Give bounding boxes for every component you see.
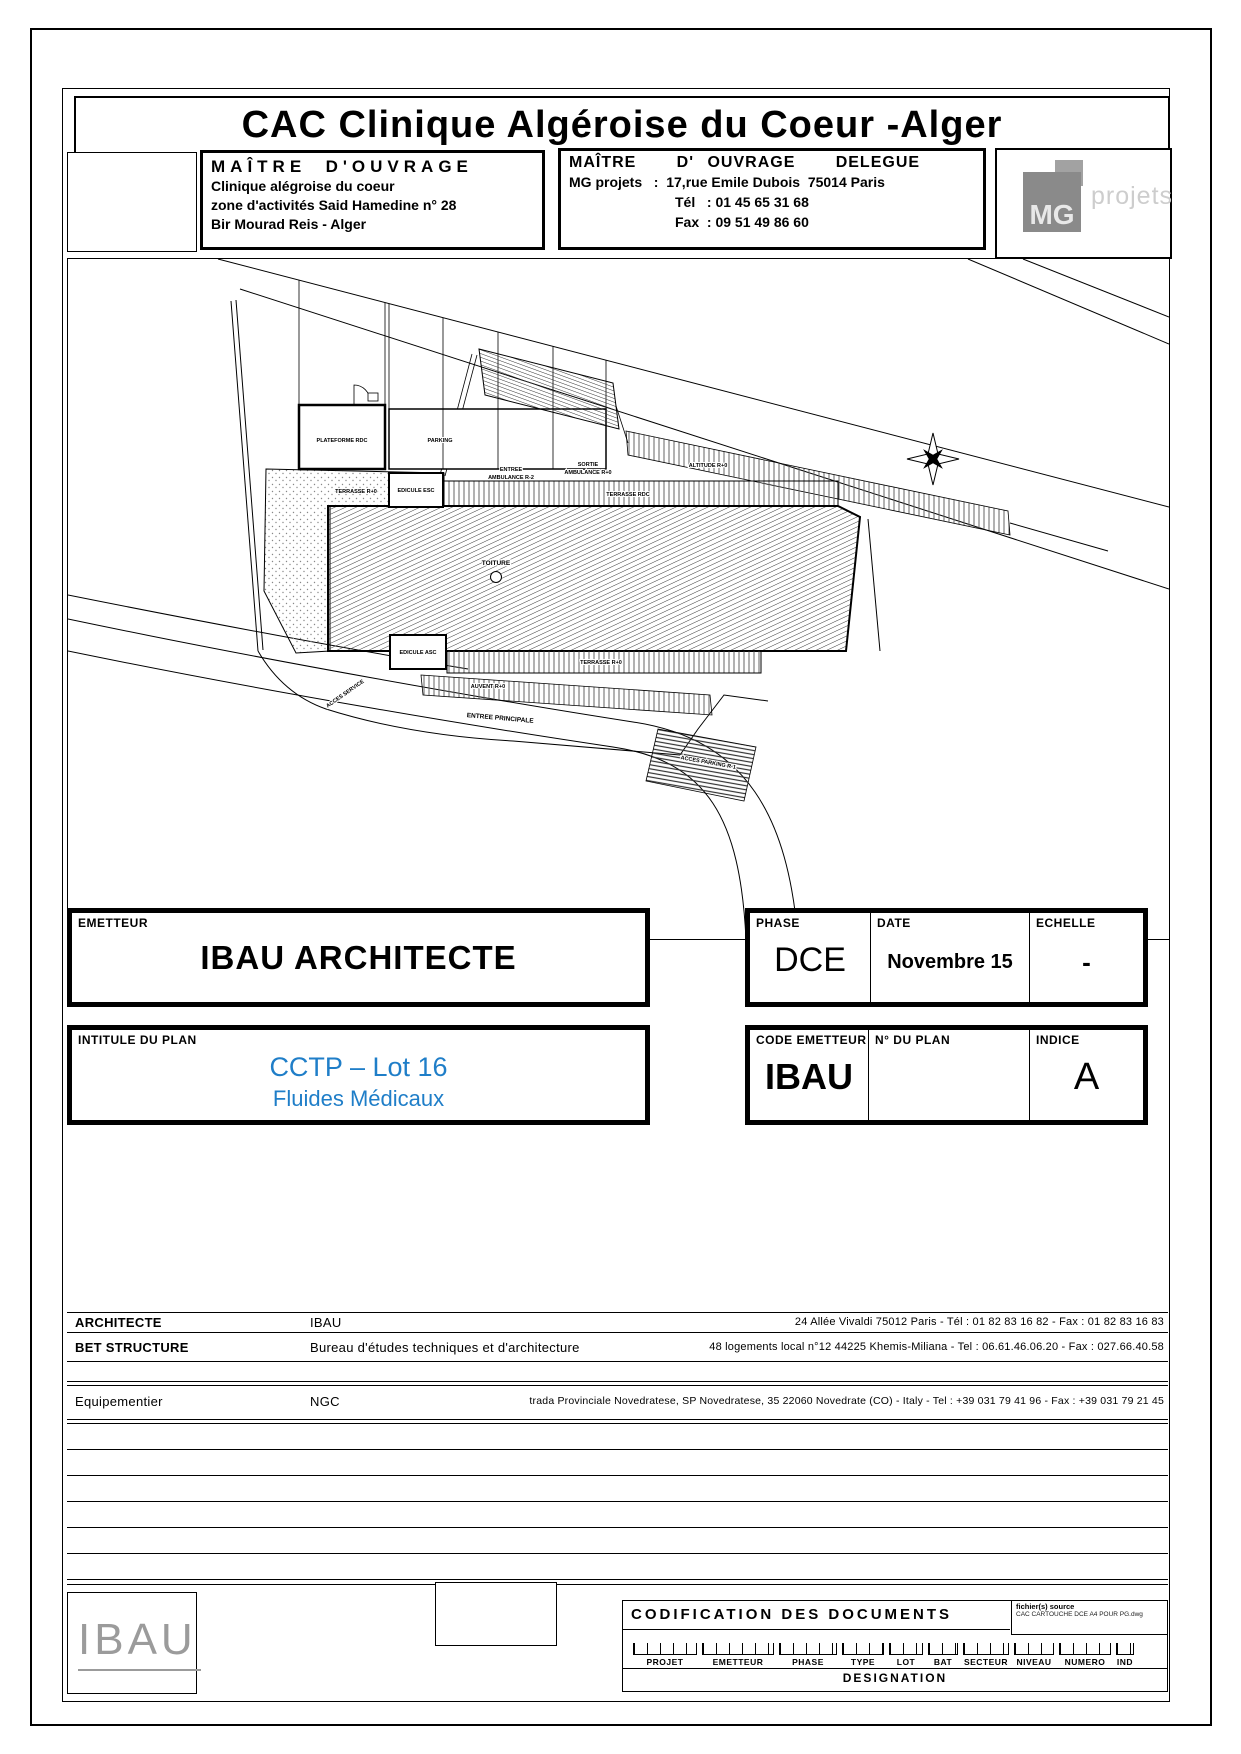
contacts-rule — [67, 1527, 1168, 1528]
date-cell — [871, 913, 1030, 1002]
contact-architect-role: ARCHITECTE — [75, 1315, 162, 1330]
field-comb — [928, 1643, 958, 1655]
contacts-rule — [67, 1475, 1168, 1476]
contact-bet-details: 48 logements local n°12 44225 Khemis-Miliana - Tel : 06.61.46.06.20 - Fax : 027.66.40.58 — [709, 1341, 1164, 1353]
contact-architect-name: IBAU — [310, 1315, 342, 1330]
date-label: DATE — [877, 916, 911, 930]
plan-number-label: N° DU PLAN — [875, 1033, 951, 1047]
header-empty-box — [67, 152, 197, 252]
indice-cell — [1030, 1030, 1143, 1120]
field-label: SECTEUR — [963, 1657, 1009, 1667]
delegate-line1: MG projets : 17,rue Emile Dubois 75014 Paris — [569, 174, 885, 190]
code-box — [745, 1025, 1148, 1125]
main-roof — [328, 506, 860, 651]
contact-bet-name: Bureau d'études techniques et d'architecture — [310, 1340, 580, 1355]
zebra-crossing — [646, 729, 756, 801]
plan-label-entree-amb2: AMBULANCE R-2 — [488, 475, 534, 481]
plan-label-auvent: AUVENT R+0 — [470, 684, 506, 690]
page-title: CAC Clinique Algéroise du Coeur -Alger — [241, 103, 1003, 146]
field-comb — [702, 1643, 774, 1655]
contacts-rule — [67, 1423, 1168, 1424]
field-comb — [842, 1643, 884, 1655]
owner-heading: MAÎTRE D'OUVRAGE — [211, 157, 473, 176]
codification-field — [963, 1643, 1009, 1667]
codification-box — [622, 1600, 1168, 1692]
scale-label: ECHELLE — [1036, 916, 1096, 930]
ibau-logo-box — [67, 1592, 197, 1694]
phase-value: DCE — [774, 941, 846, 979]
contacts-rule — [67, 1312, 1168, 1313]
emitter-code-label: CODE EMETTEUR — [756, 1033, 867, 1047]
contacts-rule — [67, 1381, 1168, 1382]
plan-title-label: INTITULE DU PLAN — [78, 1033, 197, 1047]
emitter-box — [67, 908, 650, 1007]
phase-cell — [750, 913, 871, 1002]
field-label: NUMERO — [1064, 1657, 1106, 1667]
field-label: BAT — [933, 1657, 953, 1667]
phase-date-scale-box — [745, 908, 1148, 1007]
emitter-label: EMETTEUR — [78, 916, 148, 930]
field-comb — [963, 1643, 1009, 1655]
phase-label: PHASE — [756, 916, 800, 930]
contacts-rule — [67, 1579, 1168, 1580]
codification-field — [1116, 1643, 1134, 1667]
plan-label-altitude: ALTITUDE R+0 — [688, 463, 728, 469]
plan-label-terrasse-bas: TERRASSE R+0 — [580, 660, 622, 666]
field-comb — [1014, 1643, 1054, 1655]
mg-logo-box — [995, 148, 1172, 259]
codification-field — [702, 1643, 774, 1667]
field-comb — [779, 1643, 837, 1655]
owner-line2: zone d'activités Said Hamedine n° 28 — [211, 197, 457, 213]
source-label: fichier(s) source — [1016, 1602, 1075, 1611]
plan-label-plateforme: PLATEFORME RDC — [316, 438, 368, 444]
contacts-rule — [67, 1584, 1168, 1585]
source-file: CAC CARTOUCHE DCE A4 POUR PG.dwg — [1016, 1611, 1143, 1618]
codification-field — [842, 1643, 884, 1667]
site-plan-drawing — [68, 259, 1169, 939]
field-label: NIVEAU — [1016, 1657, 1052, 1667]
contact-equip-name: NGC — [310, 1394, 340, 1409]
codification-fields — [633, 1643, 1134, 1667]
field-label: TYPE — [850, 1657, 876, 1667]
footer-empty-box — [435, 1582, 557, 1646]
contacts-rule — [67, 1332, 1168, 1333]
contacts-rule — [67, 1553, 1168, 1554]
plan-label-sortie-amb2: AMBULANCE R+0 — [564, 470, 612, 476]
contact-equip-role: Equipementier — [75, 1394, 163, 1409]
contacts-rule — [67, 1501, 1168, 1502]
scale-value: - — [1082, 947, 1091, 977]
codification-field — [1059, 1643, 1111, 1667]
plan-label-entree-principale: ENTREE PRINCIPALE — [466, 712, 534, 725]
plan-label-terrasse-rdc: TERRASSE RDC — [606, 492, 650, 498]
codification-field — [889, 1643, 923, 1667]
scale-cell — [1030, 913, 1143, 1002]
owner-box — [200, 150, 545, 250]
field-label: LOT — [896, 1657, 916, 1667]
contacts-rule — [67, 1449, 1168, 1450]
field-comb — [1116, 1643, 1134, 1655]
field-label: IND — [1116, 1657, 1134, 1667]
mg-logo-square — [1023, 172, 1081, 232]
contact-equip-details: trada Provinciale Novedratese, SP Novedratese, 35 22060 Novedrate (CO) - Italy - Tel : +39 031 79 41 96 - Fax : +39 031 79 21 45 — [529, 1395, 1164, 1407]
delegate-heading: MAÎTRE D' OUVRAGE DELEGUE — [569, 154, 921, 171]
emitter-code-cell — [750, 1030, 869, 1120]
contacts-rule — [67, 1385, 1168, 1386]
mg-logo-text: MG — [1029, 199, 1075, 230]
plan-label-edicule-esc: EDICULE ESC — [397, 488, 435, 494]
plan-label-acces-parking: ACCES PARKING R-1 — [680, 755, 737, 771]
plan-title-line1: CCTP – Lot 16 — [269, 1052, 448, 1082]
field-label: EMETTEUR — [712, 1657, 764, 1667]
codification-title: CODIFICATION DES DOCUMENTS — [631, 1606, 953, 1623]
ibau-logo-text: IBAU — [78, 1615, 201, 1671]
date-value: Novembre 15 — [887, 951, 1013, 973]
plan-label-terrasse-haut: TERRASSE R+0 — [335, 489, 377, 495]
plan-label-parking: PARKING — [427, 438, 453, 444]
contact-bet-role: BET STRUCTURE — [75, 1340, 189, 1355]
emitter-code-value: IBAU — [765, 1056, 853, 1097]
roof-detail-circle — [491, 572, 502, 583]
indice-label: INDICE — [1036, 1033, 1080, 1047]
codification-field — [928, 1643, 958, 1667]
designation-row: DESIGNATION — [623, 1668, 1167, 1691]
mg-logo-projets: projets — [1091, 182, 1174, 210]
owner-line1: Clinique alégroise du coeur — [211, 178, 395, 194]
delegate-fax: Fax : 09 51 49 86 60 — [675, 214, 809, 230]
emitter-name: IBAU ARCHITECTE — [200, 939, 517, 976]
plan-label-toiture: TOITURE — [481, 560, 511, 567]
codification-source-cell — [1011, 1601, 1167, 1635]
delegate-tel: Tél : 01 45 65 31 68 — [675, 194, 809, 210]
field-label: PROJET — [646, 1657, 684, 1667]
indice-value: A — [1073, 1056, 1100, 1098]
plan-label-sortie-amb1: SORTIE — [577, 462, 599, 468]
field-comb — [889, 1643, 923, 1655]
plan-number-cell — [869, 1030, 1030, 1120]
codification-field — [779, 1643, 837, 1667]
field-comb — [1059, 1643, 1111, 1655]
contact-architect-details: 24 Allée Vivaldi 75012 Paris - Tél : 01 82 83 16 82 - Fax : 01 82 83 16 83 — [794, 1316, 1164, 1328]
plan-title-line2: Fluides Médicaux — [272, 1086, 445, 1111]
codification-title-rule — [623, 1629, 1010, 1630]
contacts-rule — [67, 1419, 1168, 1420]
plateforme-area — [299, 405, 385, 469]
plan-label-entree-amb1: ENTREE — [499, 467, 523, 473]
parking-area — [389, 409, 606, 469]
contacts-rule — [67, 1361, 1168, 1362]
codification-field — [633, 1643, 697, 1667]
title-box — [74, 96, 1170, 152]
field-label: PHASE — [792, 1657, 824, 1667]
field-comb — [633, 1643, 697, 1655]
codification-field — [1014, 1643, 1054, 1667]
owner-line3: Bir Mourad Reis - Alger — [211, 216, 367, 232]
plan-label-acces-service: ACCES SERVICE — [325, 678, 366, 710]
plan-label-edicule-asc: EDICULE ASC — [399, 650, 437, 656]
auvent-band — [421, 675, 712, 715]
plan-title-box — [67, 1025, 650, 1125]
delegate-box — [558, 148, 986, 250]
site-plan-box — [67, 258, 1170, 940]
